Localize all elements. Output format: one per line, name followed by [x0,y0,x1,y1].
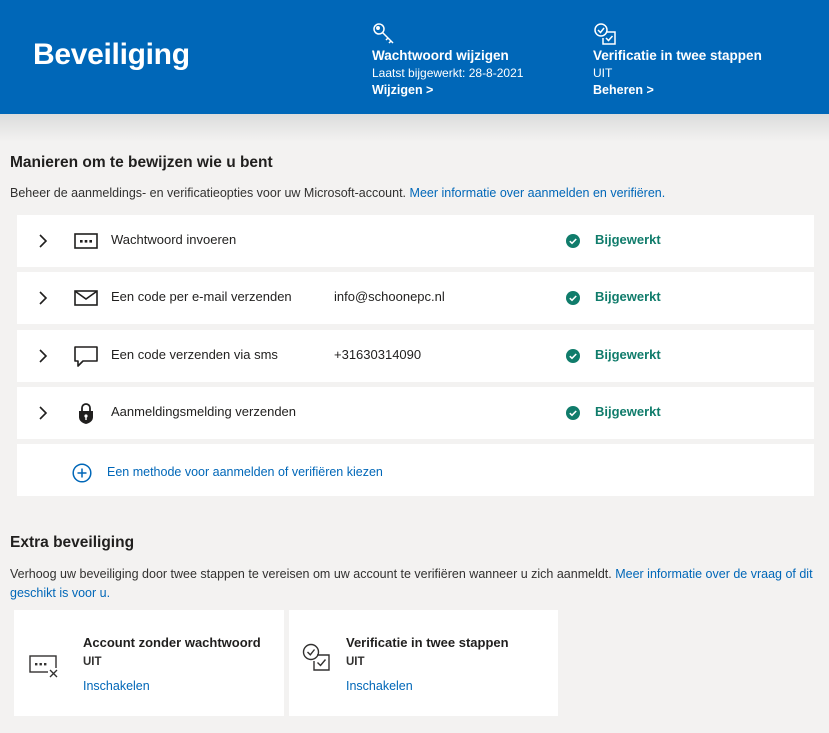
method-row-email[interactable] [17,272,814,324]
check-circle-icon [566,406,580,420]
status-badge: Bijgewerkt [595,289,661,304]
password-change-title: Wachtwoord wijzigen [372,48,509,63]
methods-info-link[interactable]: Meer informatie over aanmelden en verifiëren. [409,186,666,200]
page-title: Beveiliging [33,38,190,71]
add-circle-icon[interactable] [72,463,92,483]
method-value: +31630314090 [334,347,422,362]
key-icon [372,22,396,46]
methods-description-text: Beheer de aanmeldings- en verificatieopties voor uw Microsoft-account. [10,186,407,200]
password-last-updated: Laatst bijgewerkt: 28-8-2021 [372,66,524,80]
extra-description-text: Verhoog uw beveiliging door twee stappen te vereisen om uw account te verifiëren wanneer u zich aanmeldt. [10,567,612,581]
method-row-password[interactable] [17,215,814,267]
card-status: UIT [83,656,102,668]
status-badge: Bijgewerkt [595,347,661,362]
mail-icon [73,286,99,310]
chevron-right-icon[interactable] [37,290,49,306]
method-row-sms[interactable] [17,330,814,382]
method-label: Een code verzenden via sms [111,347,278,362]
status-badge: Bijgewerkt [595,404,661,419]
two-step-block [593,22,762,99]
two-step-check-icon [301,642,333,674]
method-label: Aanmeldingsmelding verzenden [111,404,297,419]
check-circle-icon [566,234,580,248]
extra-section-description [10,565,820,603]
status-badge: Bijgewerkt [595,232,661,247]
extra-info-link[interactable]: Meer informatie over de vraag of dit geschikt is voor u. [10,567,813,600]
check-circle-icon [566,291,580,305]
extra-section-title: Extra beveiliging [10,534,135,551]
card-title: Verificatie in twee stappen [346,635,509,650]
add-method-row[interactable] [17,444,814,496]
card-title: Account zonder wachtwoord [83,635,261,650]
chevron-right-icon[interactable] [37,233,49,249]
methods-section-title: Manieren om te bewijzen wie u bent [10,154,273,171]
method-value: info@schoonepc.nl [334,289,445,304]
methods-section-description [10,184,665,203]
enable-two-step-link[interactable]: Inschakelen [346,679,413,693]
card-status: UIT [346,656,365,668]
passwordless-card [14,610,284,716]
lock-shield-icon [73,401,99,425]
password-change-block [372,22,523,99]
add-method-link[interactable]: Een methode voor aanmelden of verifiëren kiezen [107,465,383,479]
check-circle-icon [566,349,580,363]
two-step-manage-link[interactable]: Beheren > [593,83,654,97]
two-step-card [289,610,558,716]
two-step-check-icon [593,22,617,46]
two-step-status: UIT [593,66,613,80]
chat-icon [73,344,99,368]
method-row-notification[interactable] [17,387,814,439]
two-step-title: Verificatie in twee stappen [593,48,762,63]
password-dots-icon [73,229,99,253]
method-label: Wachtwoord invoeren [111,232,237,247]
password-change-link[interactable]: Wijzigen > [372,83,434,97]
enable-passwordless-link[interactable]: Inschakelen [83,679,150,693]
chevron-right-icon[interactable] [37,348,49,364]
passwordless-icon [28,648,60,680]
hero-banner [0,0,829,114]
method-label: Een code per e-mail verzenden [111,289,292,304]
hero-shadow [0,114,829,142]
chevron-right-icon[interactable] [37,405,49,421]
